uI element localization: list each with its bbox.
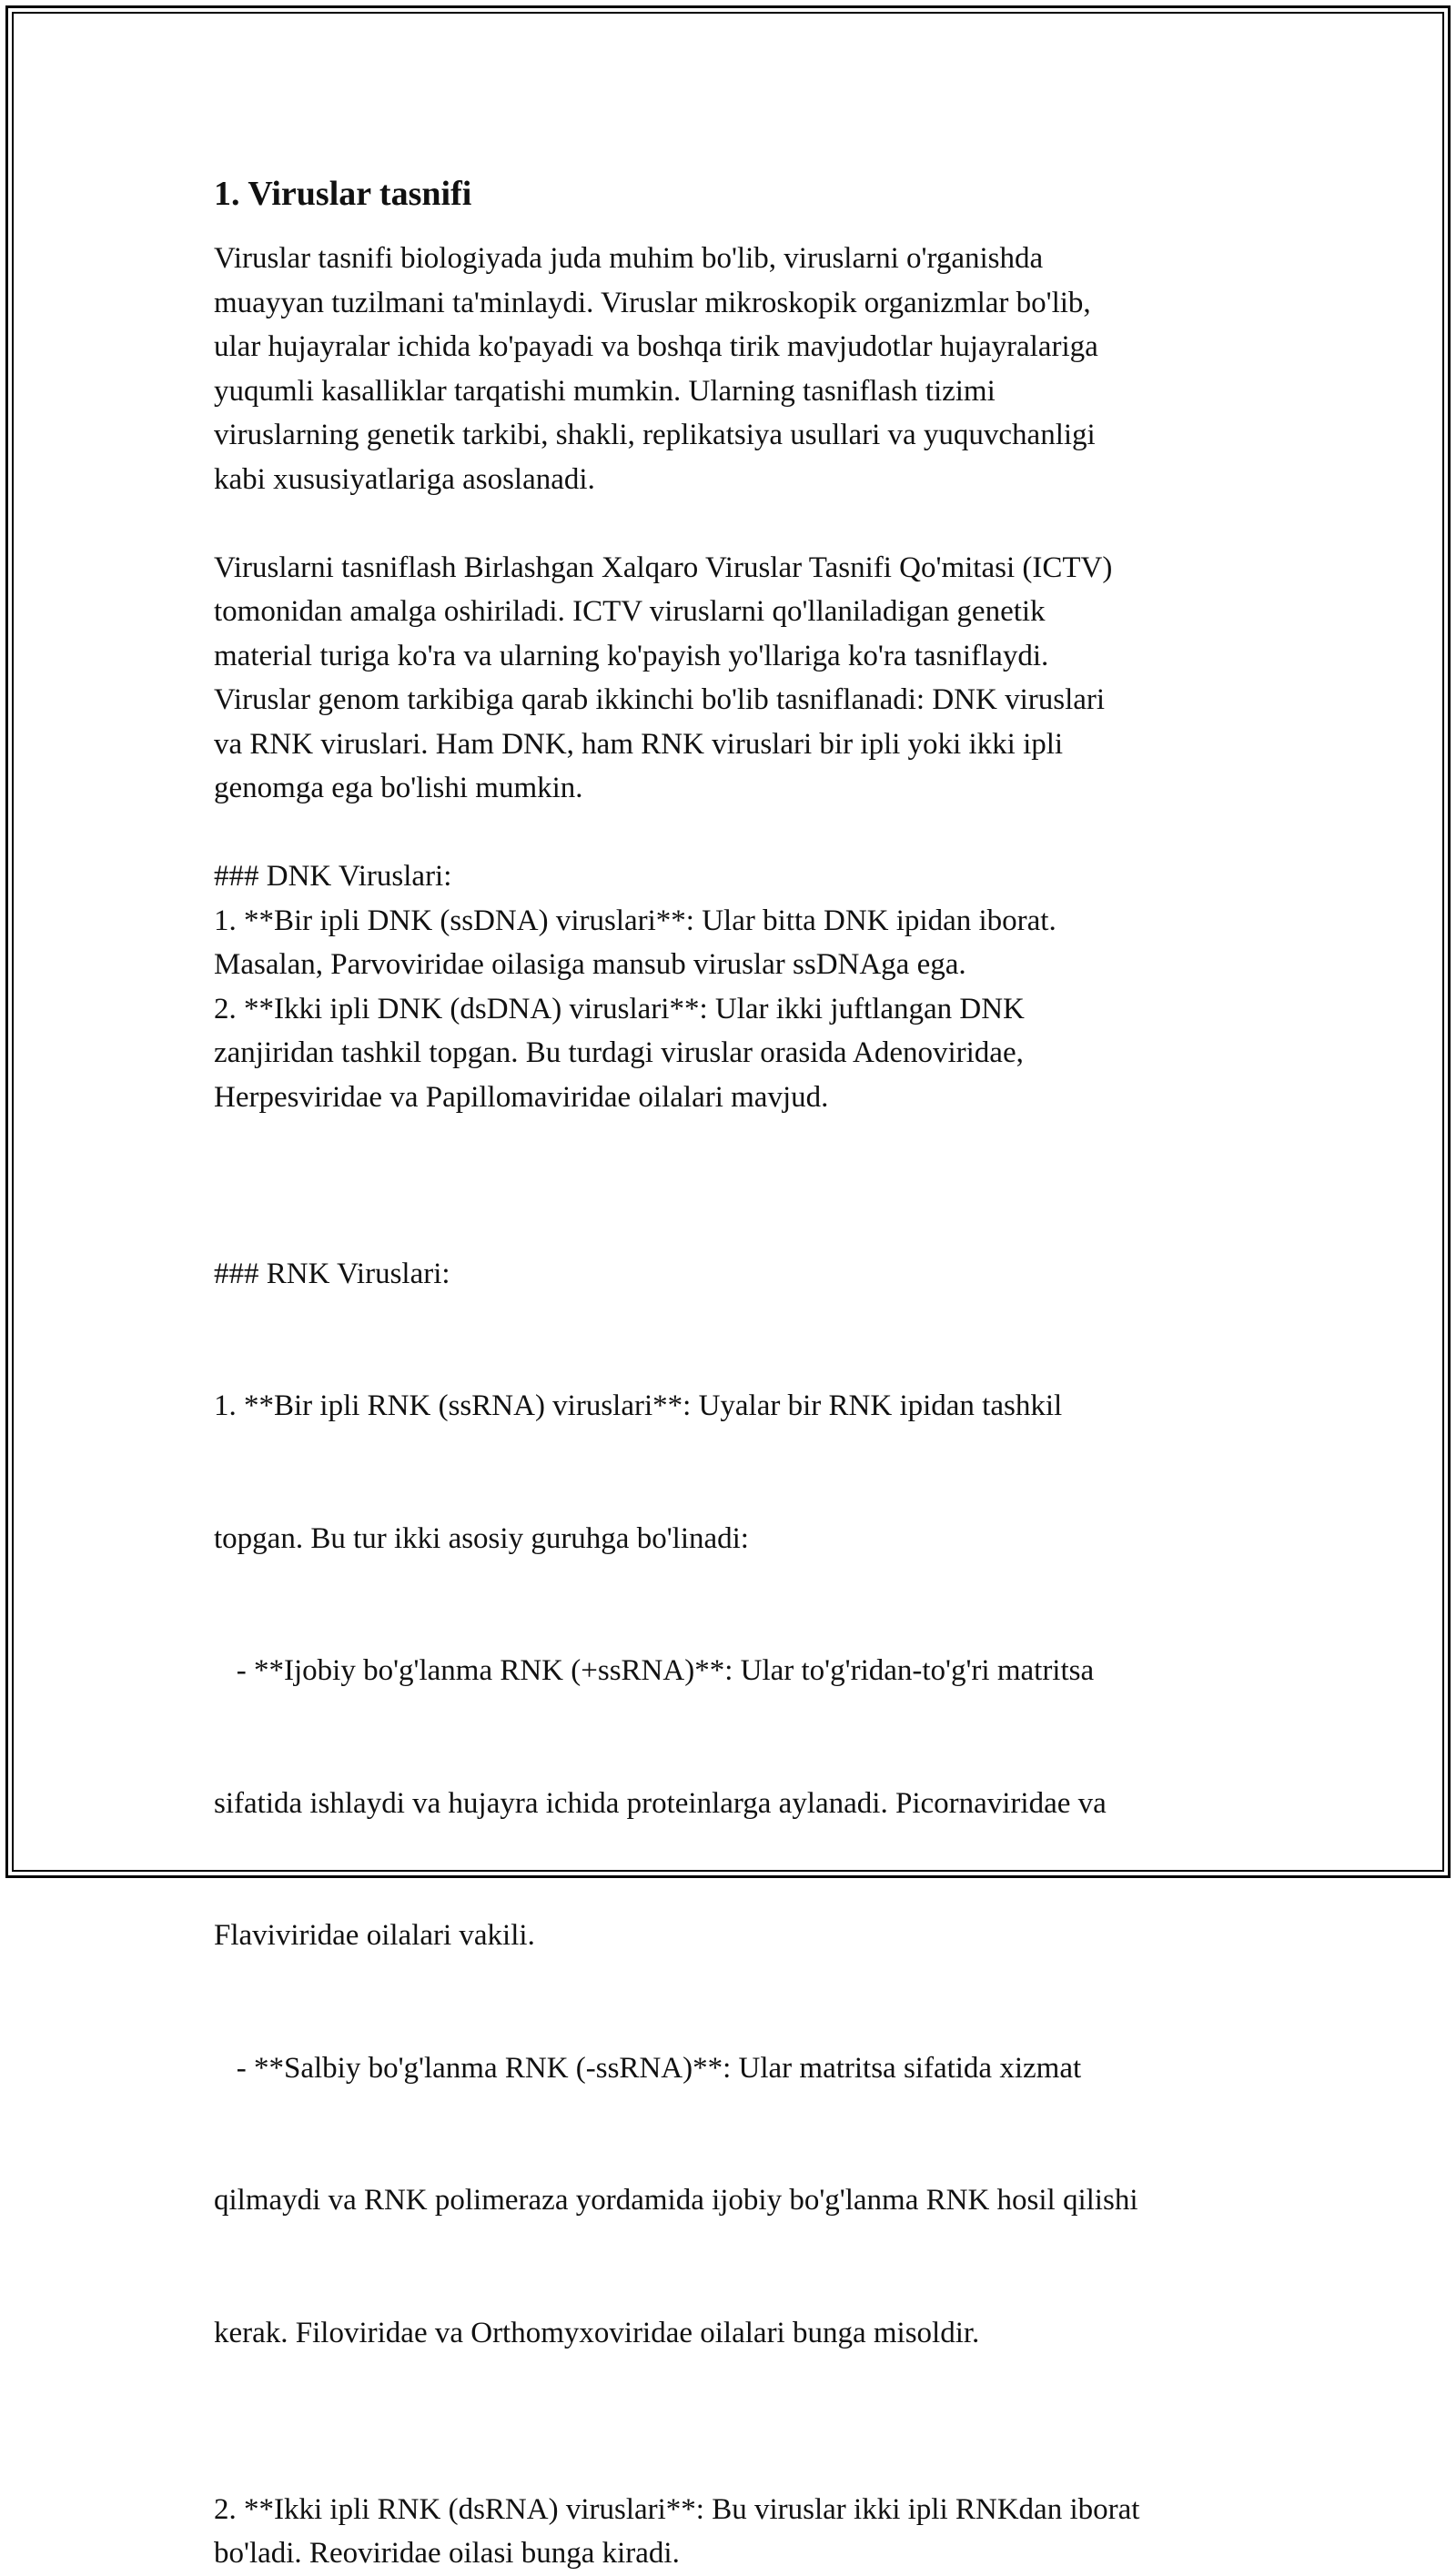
text-line: Masalan, Parvoviridae oilasiga mansub viruslar ssDNAga ega.: [214, 948, 966, 981]
paragraph-dsrna: [214, 2488, 1260, 2576]
text-line: zanjiridan tashkil topgan. Bu turdagi viruslar orasida Adenoviridae,: [214, 1036, 1024, 1069]
text-line: yuqumli kasalliklar tarqatishi mumkin. Ularning tasniflash tizimi: [214, 374, 996, 408]
paragraph-gap: [214, 2443, 1260, 2488]
paragraph-gap: [214, 1119, 1260, 1164]
text-line: qilmaydi va RNK polimeraza yordamida ijobiy bo'g'lanma RNK hosil qilishi: [214, 2184, 1138, 2217]
text-line: topgan. Bu tur ikki asosiy guruhga bo'linadi:: [214, 1521, 749, 1555]
text-line: tomonidan amalga oshiriladi. ICTV viruslarni qo'llaniladigan genetik: [214, 595, 1046, 628]
text-line: 2. **Ikki ipli DNK (dsDNA) viruslari**: Ular ikki juftlangan DNK: [214, 992, 1025, 1025]
section-rnk-viruses: [214, 1164, 1260, 2444]
text-line: 1. **Bir ipli RNK (ssRNA) viruslari**: Uyalar bir RNK ipidan tashkil: [214, 1389, 1063, 1422]
text-line: - **Ijobiy bo'g'lanma RNK (+ssRNA)**: Ular to'g'ridan-to'g'ri matritsa: [214, 1654, 1095, 1687]
section-heading: ### RNK Viruslari:: [214, 1257, 450, 1290]
text-line: ular hujayralar ichida ko'payadi va boshqa tirik mavjudotlar hujayralariga: [214, 330, 1098, 363]
text-line: material turiga ko'ra va ularning ko'payish yo'llariga ko'ra tasniflaydi.: [214, 639, 1049, 672]
text-line: va RNK viruslari. Ham DNK, ham RNK viruslari bir ipli yoki ikki ipli: [214, 727, 1064, 761]
text-line: kerak. Filoviridae va Orthomyxoviridae oilalari bunga misoldir.: [214, 2316, 980, 2349]
text-line: 2. **Ikki ipli RNK (dsRNA) viruslari**: Bu viruslar ikki ipli RNKdan iborat: [214, 2492, 1140, 2526]
text-line: viruslarning genetik tarkibi, shakli, replikatsiya usullari va yuquvchanligi: [214, 419, 1096, 451]
section-dnk-viruses: [214, 854, 1260, 1119]
text-line: Viruslarni tasniflash Birlashgan Xalqaro Viruslar Tasnifi Qo'mitasi (ICTV): [214, 551, 1113, 584]
paragraph-gap: [214, 501, 1260, 546]
text-line: sifatida ishlaydi va hujayra ichida proteinlarga aylanadi. Picornaviridae va: [214, 1786, 1107, 1820]
text-line: genomga ega bo'lishi mumkin.: [214, 772, 583, 804]
document-title: 1. Viruslar tasnifi: [214, 175, 472, 213]
text-line: Herpesviridae va Papillomaviridae oilalari mavjud.: [214, 1080, 829, 1114]
document-body: [214, 169, 1260, 2576]
text-line: - **Salbiy bo'g'lanma RNK (-ssRNA)**: Ular matritsa sifatida xizmat: [214, 2051, 1082, 2085]
text-line: 1. **Bir ipli DNK (ssDNA) viruslari**: Ular bitta DNK ipidan iborat.: [214, 904, 1057, 937]
paragraph-intro: [214, 237, 1260, 501]
text-line: muayyan tuzilmani ta'minlaydi. Viruslar mikroskopik organizmlar bo'lib,: [214, 286, 1091, 319]
text-line: bo'ladi. Reoviridae oilasi bunga kiradi.: [214, 2537, 680, 2570]
text-line: Viruslar genom tarkibiga qarab ikkinchi bo'lib tasniflanadi: DNK viruslari: [214, 683, 1106, 716]
section-heading: ### DNK Viruslari:: [214, 860, 452, 893]
text-line: Viruslar tasnifi biologiyada juda muhim bo'lib, viruslarni o'rganishda: [214, 242, 1044, 275]
text-line: kabi xususiyatlariga asoslanadi.: [214, 462, 595, 496]
text-line: Flaviviridae oilalari vakili.: [214, 1919, 535, 1952]
paragraph-gap: [214, 811, 1260, 855]
paragraph-ictv: [214, 546, 1260, 811]
